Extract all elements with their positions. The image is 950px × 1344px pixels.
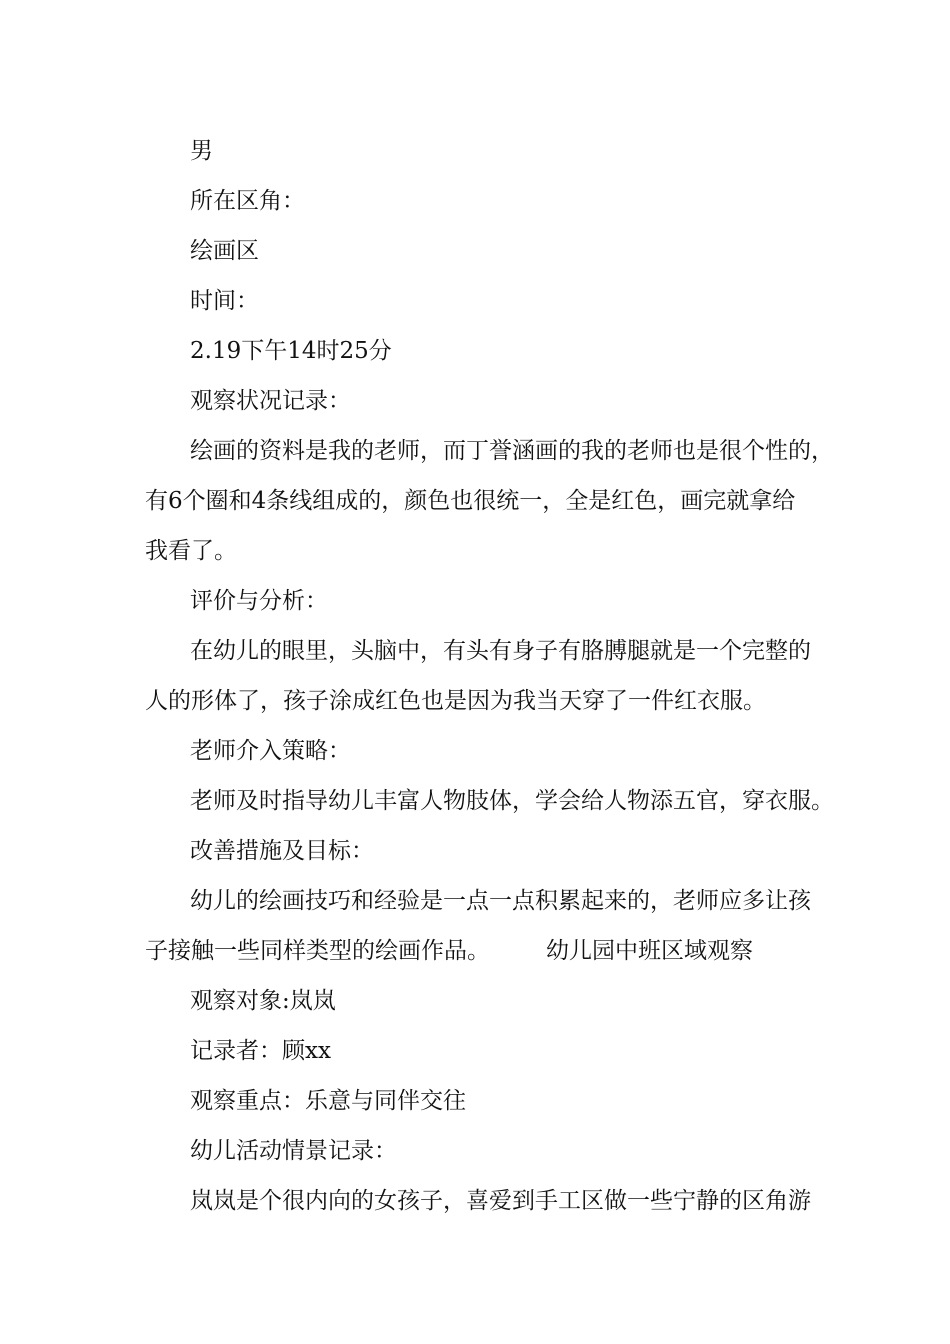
observation-text-3: 我看了。 xyxy=(145,538,237,564)
subject-line: 观察对象:岚岚 xyxy=(190,988,336,1014)
improvement-label: 改善措施及目标： xyxy=(190,838,374,864)
strategy-text: 老师及时指导幼儿丰富人物肢体，学会给人物添五官，穿衣服。 xyxy=(190,788,834,814)
focus-line: 观察重点：乐意与同伴交往 xyxy=(190,1088,466,1114)
strategy-label: 老师介入策略： xyxy=(190,738,351,764)
activity-text-1: 岚岚是个很内向的女孩子，喜爱到手工区做一些宁静的区角游 xyxy=(190,1188,811,1214)
gender-value: 男 xyxy=(190,138,213,164)
recorder-line: 记录者：顾xx xyxy=(190,1038,331,1064)
time-value: 2.19下午14时25分 xyxy=(190,338,392,364)
improvement-text-2 xyxy=(145,936,753,966)
area-value: 绘画区 xyxy=(190,238,259,264)
evaluation-text-2: 人的形体了，孩子涂成红色也是因为我当天穿了一件红衣服。 xyxy=(145,688,766,714)
evaluation-text-1: 在幼儿的眼里，头脑中，有头有身子有胳膊腿就是一个完整的 xyxy=(190,638,811,664)
evaluation-label: 评价与分析： xyxy=(190,588,328,614)
improvement-text-1: 幼儿的绘画技巧和经验是一点一点积累起来的，老师应多让孩 xyxy=(190,888,811,914)
observation-text-2: 有6个圈和4条线组成的，颜色也很统一，全是红色，画完就拿给 xyxy=(145,488,796,514)
area-label: 所在区角： xyxy=(190,188,305,214)
observation-label: 观察状况记录： xyxy=(190,388,351,414)
observation-text-1: 绘画的资料是我的老师，而丁誉涵画的我的老师也是很个性的， xyxy=(190,438,834,464)
time-label: 时间： xyxy=(190,288,259,314)
section-title: 幼儿园中班区域观察 xyxy=(546,938,753,964)
improvement-text-2-body: 子接触一些同样类型的绘画作品。 xyxy=(145,938,490,964)
activity-label: 幼儿活动情景记录： xyxy=(190,1138,397,1164)
